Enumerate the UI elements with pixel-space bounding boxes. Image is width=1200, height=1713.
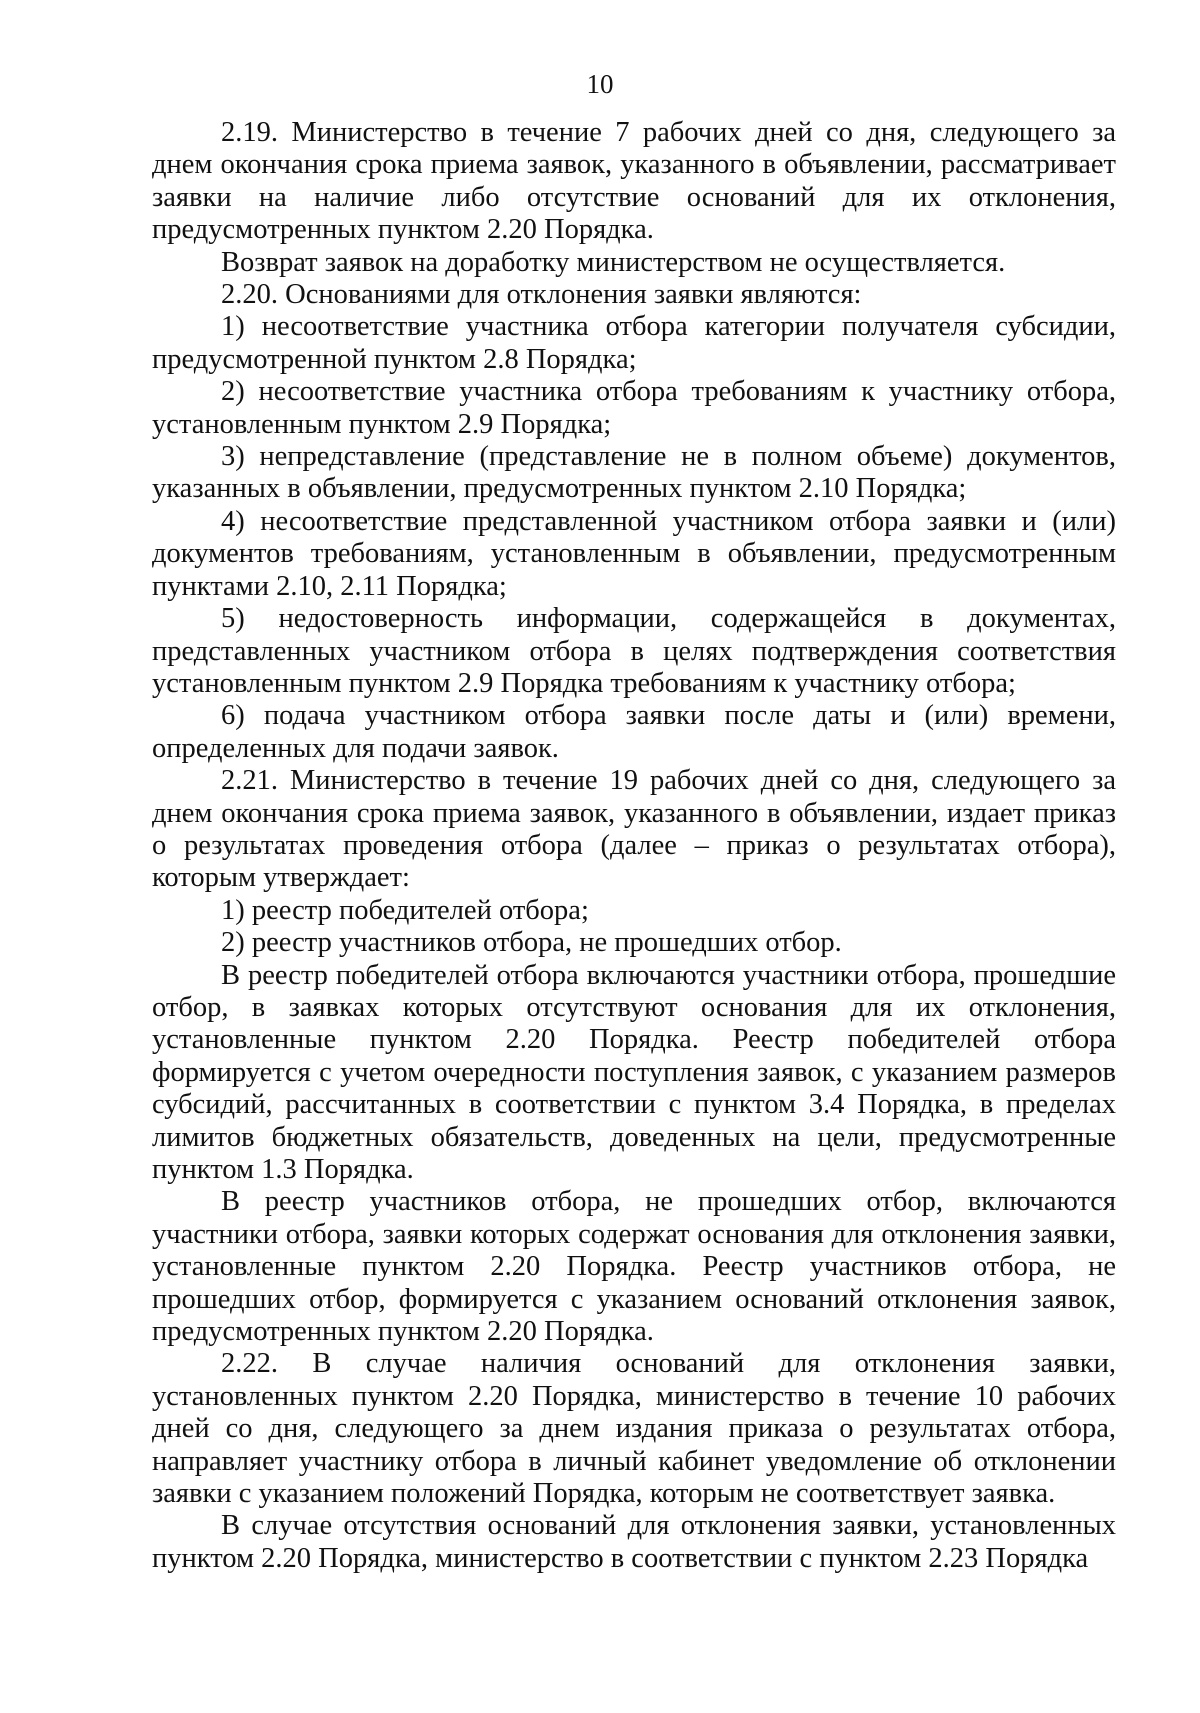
list-item-ground-1: 1) несоответствие участника отбора категории получателя субсидии, предусмотренной пунктом 2.8 Порядка; (152, 311, 1116, 375)
list-item-ground-6: 6) подача участником отбора заявки после даты и (или) времени, определенных для подачи заявок. (152, 700, 1116, 764)
list-item-ground-2: 2) несоответствие участника отбора требованиям к участнику отбора, установленным пунктом 2.9 Порядка; (152, 376, 1116, 440)
list-item-register-1: 1) реестр победителей отбора; (221, 894, 589, 926)
list-item-ground-3: 3) непредставление (представление не в полном объеме) документов, указанных в объявлении, предусмотренных пунктом 2.10 Порядка; (152, 441, 1116, 505)
list-item-register-2: 2) реестр участников отбора, не прошедших отбор. (221, 927, 842, 959)
paragraph-2-20: 2.20. Основаниями для отклонения заявки являются: (221, 279, 862, 311)
paragraph-2-21: 2.21. Министерство в течение 19 рабочих дней со дня, следующего за днем окончания срока приема заявок, указанного в объявлении, издает приказ о результатах проведения отбора (далее – приказ о результатах отбора), которым утверждает: (152, 765, 1116, 894)
paragraph-winners-register: В реестр победителей отбора включаются участники отбора, прошедшие отбор, в заявках которых отсутствуют основания для их отклонения, установленные пунктом 2.20 Порядка. Реестр победителей отбора формируется с учетом очередности поступления заявок, с указанием размеров субсидий, рассчитанных в соответствии с пунктом 3.4 Порядка, в пределах лимитов бюджетных обязательств, доведенных на цели, предусмотренные пунктом 1.3 Порядка. (152, 959, 1116, 1185)
paragraph-no-grounds: В случае отсутствия оснований для отклонения заявки, установленных пунктом 2.20 Порядка, министерство в соответствии с пунктом 2.23 Порядка (152, 1510, 1116, 1574)
document-body (152, 117, 1116, 1575)
paragraph-2-19: 2.19. Министерство в течение 7 рабочих дней со дня, следующего за днем окончания срока приема заявок, указанного в объявлении, рассматривает заявки на наличие либо отсутствие оснований для их отклонения, предусмотренных пунктом 2.20 Порядка. (152, 117, 1116, 246)
paragraph-2-22: 2.22. В случае наличия оснований для отклонения заявки, установленных пунктом 2.20 Порядка, министерство в течение 10 рабочих дней со дня, следующего за днем издания приказа о результатах отбора, направляет участнику отбора в личный кабинет уведомление об отклонении заявки с указанием положений Порядка, которым не соответствует заявка. (152, 1348, 1116, 1510)
list-item-ground-5: 5) недостоверность информации, содержащейся в документах, представленных участником отбора в целях подтверждения соответствия установленным пунктом 2.9 Порядка требованиям к участнику отбора; (152, 603, 1116, 699)
page-number: 10 (586, 69, 614, 99)
list-item-ground-4: 4) несоответствие представленной участником отбора заявки и (или) документов требованиям, установленным в объявлении, предусмотренным пунктами 2.10, 2.11 Порядка; (152, 505, 1116, 602)
paragraph-rejected-register: В реестр участников отбора, не прошедших отбор, включаются участники отбора, заявки которых содержат основания для отклонения заявки, установленные пунктом 2.20 Порядка. Реестр участников отбора, не прошедших отбор, формируется с указанием оснований отклонения заявок, предусмотренных пунктом 2.20 Порядка. (152, 1186, 1116, 1348)
paragraph-return-note: Возврат заявок на доработку министерством не осуществляется. (221, 246, 1006, 278)
